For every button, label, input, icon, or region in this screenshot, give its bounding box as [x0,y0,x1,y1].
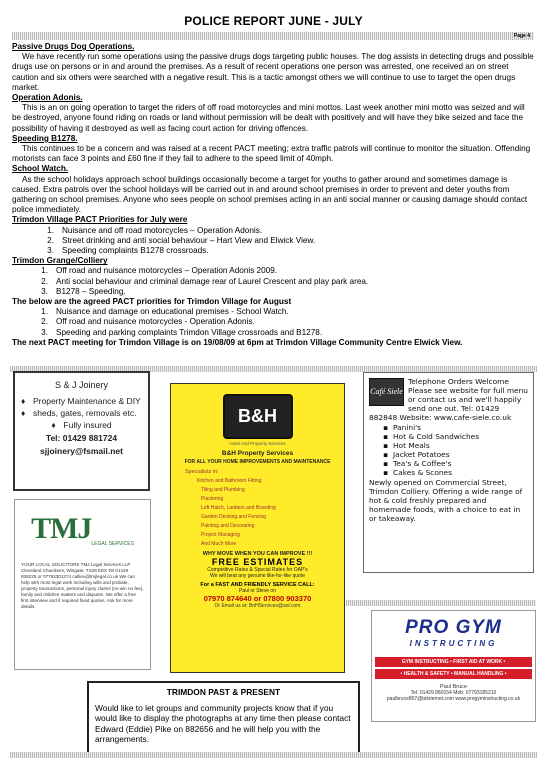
list-item: And Much More [201,541,237,547]
progym-logo [375,617,532,655]
bh-rates: Competitive Rates & Special Rates for OAP's [207,567,308,573]
ad-sj-joinery [13,371,150,491]
list-item: ▪ Hot Meals [393,441,528,450]
diamond-bullet-icon: ♦ [21,408,26,418]
text-adonis: This is an on going operation to target the riders of off road motorcycles and mini mottos. Last week another mini motto was seized and will be destroyed, anyone found riding on roads or land without permission will be dealt with positively and will have they bike seized and face the possibility of having it destroyed as well as facing court action for driving offences. [12,103,525,133]
past-heading: TRIMDON PAST & PRESENT [166,687,281,697]
heading-speeding: Speeding B1278. [12,133,78,143]
sj-line: ♦ Property Maintenance & DIY [21,396,141,406]
cafe-menu-list [393,423,528,477]
list-item: Tiling and Plumbing [201,487,245,493]
progym-strip: GYM INSTRUCTING • FIRST AID AT WORK • [375,657,532,667]
divider-band [346,600,536,606]
tmj-logo-sub: LEGAL SERVICES [91,541,134,547]
sj-line: ♦ sheds, gates, removals etc. [21,408,137,418]
list-item: Project Managing [201,532,240,538]
list-pact-grange [34,266,536,297]
list-item: ▪ Cakes & Scones [393,468,528,477]
list-item: 3. Speeding and parking complaints Trimdon Village crossroads and B1278. [41,327,323,337]
diamond-bullet-icon: ♦ [51,420,56,430]
page-title: POLICE REPORT JUNE - JULY [184,14,363,28]
list-item: ▪ Panini's [393,423,528,432]
diamond-bullet-icon: ♦ [21,396,26,406]
ad-tmj-legal [14,499,151,670]
cafe-outro: Newly opened on Commercial Street, Trimdon Colliery. Offering a wide range of hot & cold freshly prepared and homemade foods, with a choice to eat in or takeaway. [369,478,523,523]
list-item: 2. Street drinking and anti social behaviour – Hart View and Elwick View. [47,235,316,245]
ad-bh-property [170,383,345,673]
list-item: Plastering [201,496,224,502]
page-number-bar [12,32,534,40]
bh-phones: 07970 874640 or 07800 903370 [203,594,312,603]
sj-name: S & J Joinery [54,380,109,390]
text-speeding: This continues to be a concern and was raised at a recent PACT meeting; extra traffic patrols will continue to monitor the situation. Offending motorists can face 3 points and £60 fine if they fail to adhere to the speed limit of 40mph. [12,144,531,164]
list-item: 2. Off road and nuisance motorcycles - Operation Adonis. [41,317,255,327]
ad-cafe-siele [363,372,534,573]
notice-trimdon-past-present [87,681,360,755]
progym-name: Paul Bruce [440,684,467,690]
text-school: As the school holidays approach school buildings occasionally become a target for youths to gather around and sometimes damage is caused. Extra patrols over the school holidays will be carried out in and around school premises in order to prevent and deter youths from gathering on school premises. Anyone who sees people on school premises acting in an anti social manner or causing damage should contact police immediately. [12,174,528,215]
heading-pact-grange: Trimdon Grange/Colliery [12,256,108,266]
cafe-intro: Telephone Orders Welcome Please see website for full menu or contact us and we'll happily send one out. Tel: 01429 882848 Website: www.cafe-siele.co.uk [369,377,528,422]
report-body [12,42,536,348]
heading-adonis: Operation Adonis. [12,93,83,103]
bh-bar: FOR ALL YOUR HOME IMPROVEMENTS AND MAINTENANCE [184,459,331,465]
heading-dogs: Passive Drugs Dog Operations. [12,42,135,51]
bh-call: For a FAST AND FRIENDLY SERVICE CALL: [200,582,315,588]
past-text: Would like to let groups and community projects know that if you would like to display the photographs at any time then please contact Edward (Eddie) Pike on 882656 and he will help you with the arrangements. [95,702,351,744]
bh-logo: B&H [223,394,293,439]
list-item: ▪ Tea's & Coffee's [393,459,528,468]
sj-email: sjjoinery@fsmail.net [40,446,123,456]
tmj-logo-text: TMJ [31,512,92,545]
divider-band [10,752,537,758]
list-item: ▪ Hot & Cold Sandwiches [393,432,528,441]
list-item: 1. Nuisance and off road motorcycles – Operation Adonis. [47,225,263,235]
list-item: 1. Off road and nuisance motorcycles – Operation Adonis 2009. [41,266,278,276]
bh-move: WHY MOVE WHEN YOU CAN IMPROVE !!! [202,551,313,557]
bh-free: FREE ESTIMATES [211,557,304,567]
list-item: Painting and Decorating [201,523,255,529]
list-item: ▪ Jacket Potatoes [393,450,528,459]
progym-strip: • HEALTH & SAFETY • MANUAL HANDLING • [375,669,532,679]
tmj-logo [21,506,144,552]
bh-specialists: Specialists in: [185,469,219,475]
ad-pro-gym [371,610,536,722]
progym-logo-text: PRO GYM [405,617,502,638]
list-item: Garden Decking and Fencing [201,514,267,520]
tmj-text: YOUR LOCAL SOLICITORS TMJ Legal Services LLP Cleveland Chambers, Wingate, TS28 5DX Tel 01429 838225 or 07793301274 callieu@tmjlegal.co.uk We can help with most legal work including wills and probate, property transactions, personal injury claims (no win no fee), family and children matters and disputes. We offer a free first interview and if required fixed quotes. Ask for more details. [21,562,144,609]
list-item: 3. B1278 – Speeding. [41,286,126,296]
cafe-logo: Café Siele [369,378,404,406]
list-pact-village [40,226,536,257]
heading-pact-august: The below are the agreed PACT priorities for Trimdon Village for August [12,297,292,307]
list-item: 3. Speeding complaints B1278 crossroads. [47,246,209,256]
bh-who: Paul or Steve on [239,588,276,594]
next-meeting: The next PACT meeting for Trimdon Village is on 19/08/09 at 6pm at Trimdon Village Community Centre Elwick View. [12,337,463,347]
progym-web: paulbruce807@btinternet.com www.progyminstructing.co.uk [386,696,521,702]
heading-pact-village: Trimdon Village PACT Priorities for July were [12,215,188,225]
list-item: 1. Nuisance and damage on educational premises - School Watch. [41,307,289,317]
bh-list [185,468,340,549]
progym-tel: Tel: 01429 880154 Mob: 07793185210 [410,690,497,696]
sj-line: ♦ Fully insured [51,420,112,430]
list-item: Kitchen and Bathroom Fitting [197,478,262,484]
progym-logo-sub: INSTRUCTING [409,639,498,648]
bh-logo-sub: Hotel And Property Services [229,441,286,446]
sj-tel: Tel: 01429 881724 [45,433,118,443]
text-dogs: We have recently run some operations using the passive drugs dogs targeting public houses. The dog assists in detecting drugs and possible drugs use on persons or in and around the premises. As a result of recent operations one person was arrested, one received an on street caution and six others were searched with a negative result. This is a tactic amongst others we will continue to use to target the open drugs market. [12,52,534,92]
bh-email: Or Email us at: BnHServices@aol.com [214,603,301,609]
list-item: Loft Hatch, Ladders and Boarding [201,505,276,511]
heading-school: School Watch. [12,164,69,174]
bh-heading: B&H Property Services [221,450,294,457]
list-item: 2. Anti social behaviour and criminal damage rear of Laurel Crescent and play park area. [41,276,369,286]
list-pact-august [34,307,536,338]
bh-beat: We will beat any genuine like-for-like quote [210,573,305,579]
page-number: Page 4 [513,33,530,39]
